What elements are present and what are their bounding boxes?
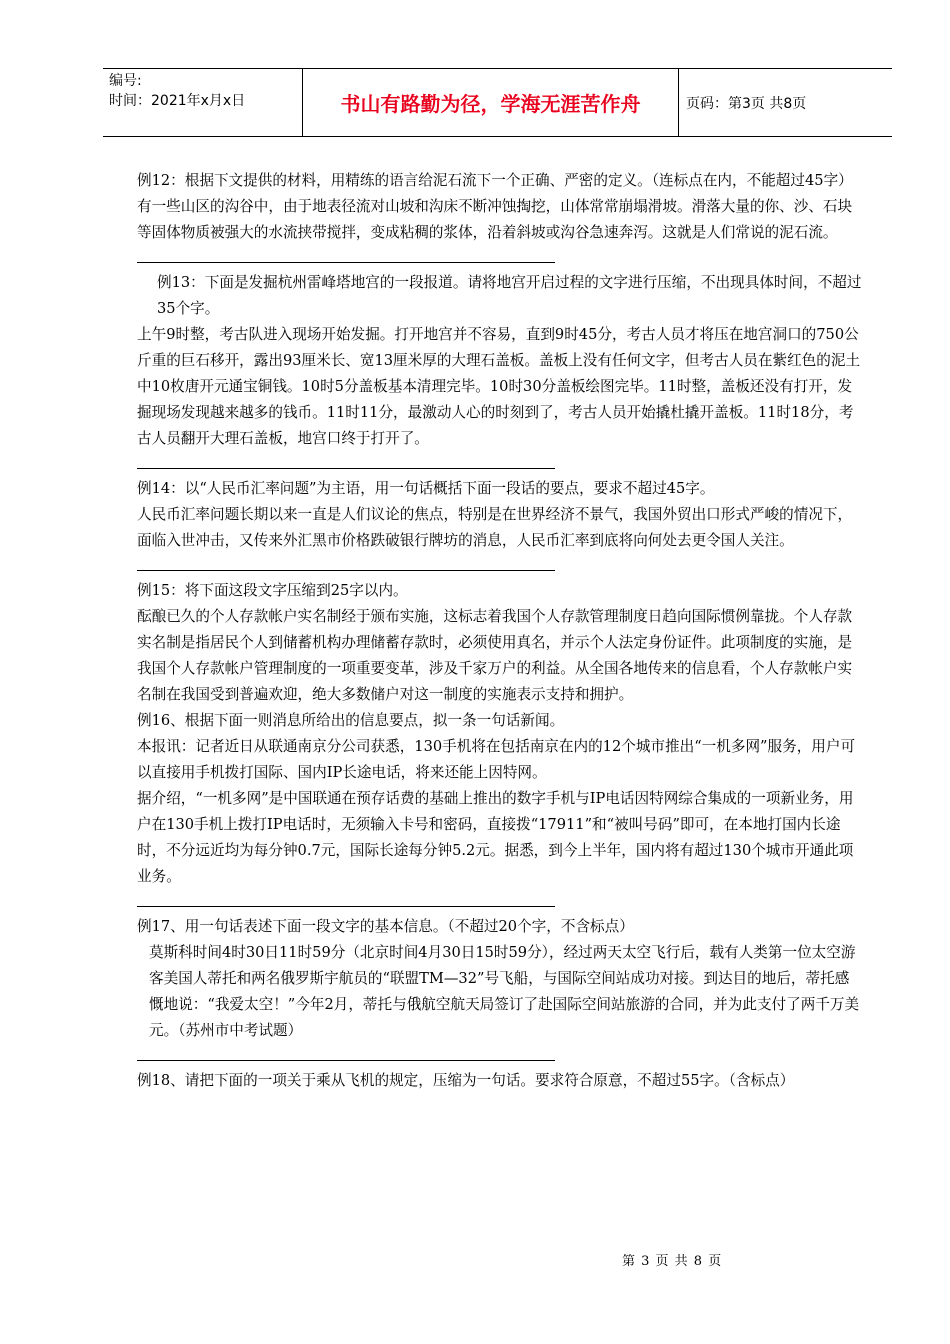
example-16-question: 例16、根据下面一则消息所给出的信息要点，拟一条一句话新闻。 [137, 712, 565, 729]
header-table [103, 68, 892, 137]
document-body [137, 168, 862, 1094]
example-16-text-2: 据介绍，“一机多网”是中国联通在预存话费的基础上推出的数字手机与IP电话因特网综合集成的一项新业务，用户在130手机上拨打IP电话时，无须输入卡号和密码，直接拨“17911”和“被叫号码”即可，在本地打国内长途时，不分远近均为每分钟0.7元，国际长途每分钟5.2元。据悉，到今上半年，国内将有超过130个城市开通此项业务。 [137, 790, 854, 885]
header-motto: 书山有路勤为径，学海无涯苦作舟 [303, 69, 679, 136]
example-17-text: 莫斯科时间4时30日11时59分（北京时间4月30日15时59分），经过两天太空飞行后，载有人类第一位太空游客美国人蒂托和两名俄罗斯宇航员的“联盟TM—32”号飞船，与国际空间站成功对接。到达目的地后，蒂托感慨地说：“我爱太空！”今年2月，蒂托与俄航空航天局签订了赴国际空间站旅游的合同，并为此支付了两千万美元。（苏州市中考试题） [149, 944, 860, 1039]
example-14-text: 人民币汇率问题长期以来一直是人们议论的焦点，特别是在世界经济不景气，我国外贸出口形式严峻的情况下，面临入世冲击，又传来外汇黑市价格跌破银行牌坊的消息，人民币汇率到底将向何处去更令国人关注。 [137, 506, 853, 549]
example-18-question: 例18、请把下面的一项关于乘从飞机的规定，压缩为一句话。要求符合原意，不超过55字。（含标点） [137, 1072, 795, 1089]
example-12-question: 例12：根据下文提供的材料，用精练的语言给泥石流下一个正确、严密的定义。（连标点在内，不能超过45字） [137, 172, 853, 189]
example-13-question: 例13：下面是发掘杭州雷峰塔地宫的一段报道。请将地宫开启过程的文字进行压缩，不出现具体时间，不超过35个字。 [157, 274, 862, 317]
answer-line [137, 468, 555, 469]
header-page-label: 页码：第3页 共8页 [686, 95, 807, 112]
example-16-text-1: 本报讯：记者近日从联通南京分公司获悉，130手机将在包括南京在内的12个城市推出“一机多网”服务，用户可以直接用手机拨打国际、国内IP长途电话，将来还能上因特网。 [137, 738, 856, 781]
answer-line [137, 906, 555, 907]
example-14-question: 例14：以“人民币汇率问题”为主语，用一句话概括下面一段话的要点，要求不超过45字。 [137, 480, 715, 497]
answer-line [137, 570, 555, 571]
example-15-question: 例15：将下面这段文字压缩到25字以内。 [137, 582, 408, 599]
example-17-question: 例17、用一句话表述下面一段文字的基本信息。（不超过20个字，不含标点） [137, 918, 634, 935]
header-meta-cell [103, 69, 303, 136]
number-label: 编号: [109, 73, 142, 89]
example-13-text: 上午9时整，考古队进入现场开始发掘。打开地宫并不容易，直到9时45分，考古人员才将压在地宫洞口的750公斤重的巨石移开，露出93厘米长、宽13厘米厚的大理石盖板。盖板上没有任何文字，但考古人员在紫红色的泥土中10枚唐开元通宝铜钱。10时5分盖板基本清理完毕。10时30分盖板绘图完毕。11时整，盖板还没有打开，发掘现场发现越来越多的钱币。11时11分，最激动人心的时刻到了，考古人员开始撬杜撬开盖板。11时18分，考古人员翻开大理石盖板，地宫口终于打开了。 [137, 326, 861, 447]
answer-line [137, 1060, 555, 1061]
answer-line [137, 262, 555, 263]
time-label: 时间：2021年x月x日 [109, 93, 246, 109]
example-12-text: 有一些山区的沟谷中，由于地表径流对山坡和沟床不断冲蚀掏挖，山体常常崩塌滑坡。滑落大量的你、沙、石块等固体物质被强大的水流挟带搅拌，变成粘稠的浆体，沿着斜坡或沟谷急速奔泻。这就是人们常说的泥石流。 [137, 198, 853, 241]
page-footer: 第 3 页 共 8 页 [622, 1254, 723, 1269]
example-15-text: 酝酿已久的个人存款帐户实名制经于颁布实施，这标志着我国个人存款管理制度日趋向国际惯例靠拢。个人存款实名制是指居民个人到储蓄机构办理储蓄存款时，必须使用真名，并示个人法定身份证件。此项制度的实施，是我国个人存款帐户管理制度的一项重要变革，涉及千家万户的利益。从全国各地传来的信息看，个人存款帐户实名制在我国受到普遍欢迎，绝大多数储户对这一制度的实施表示支持和拥护。 [137, 608, 853, 703]
